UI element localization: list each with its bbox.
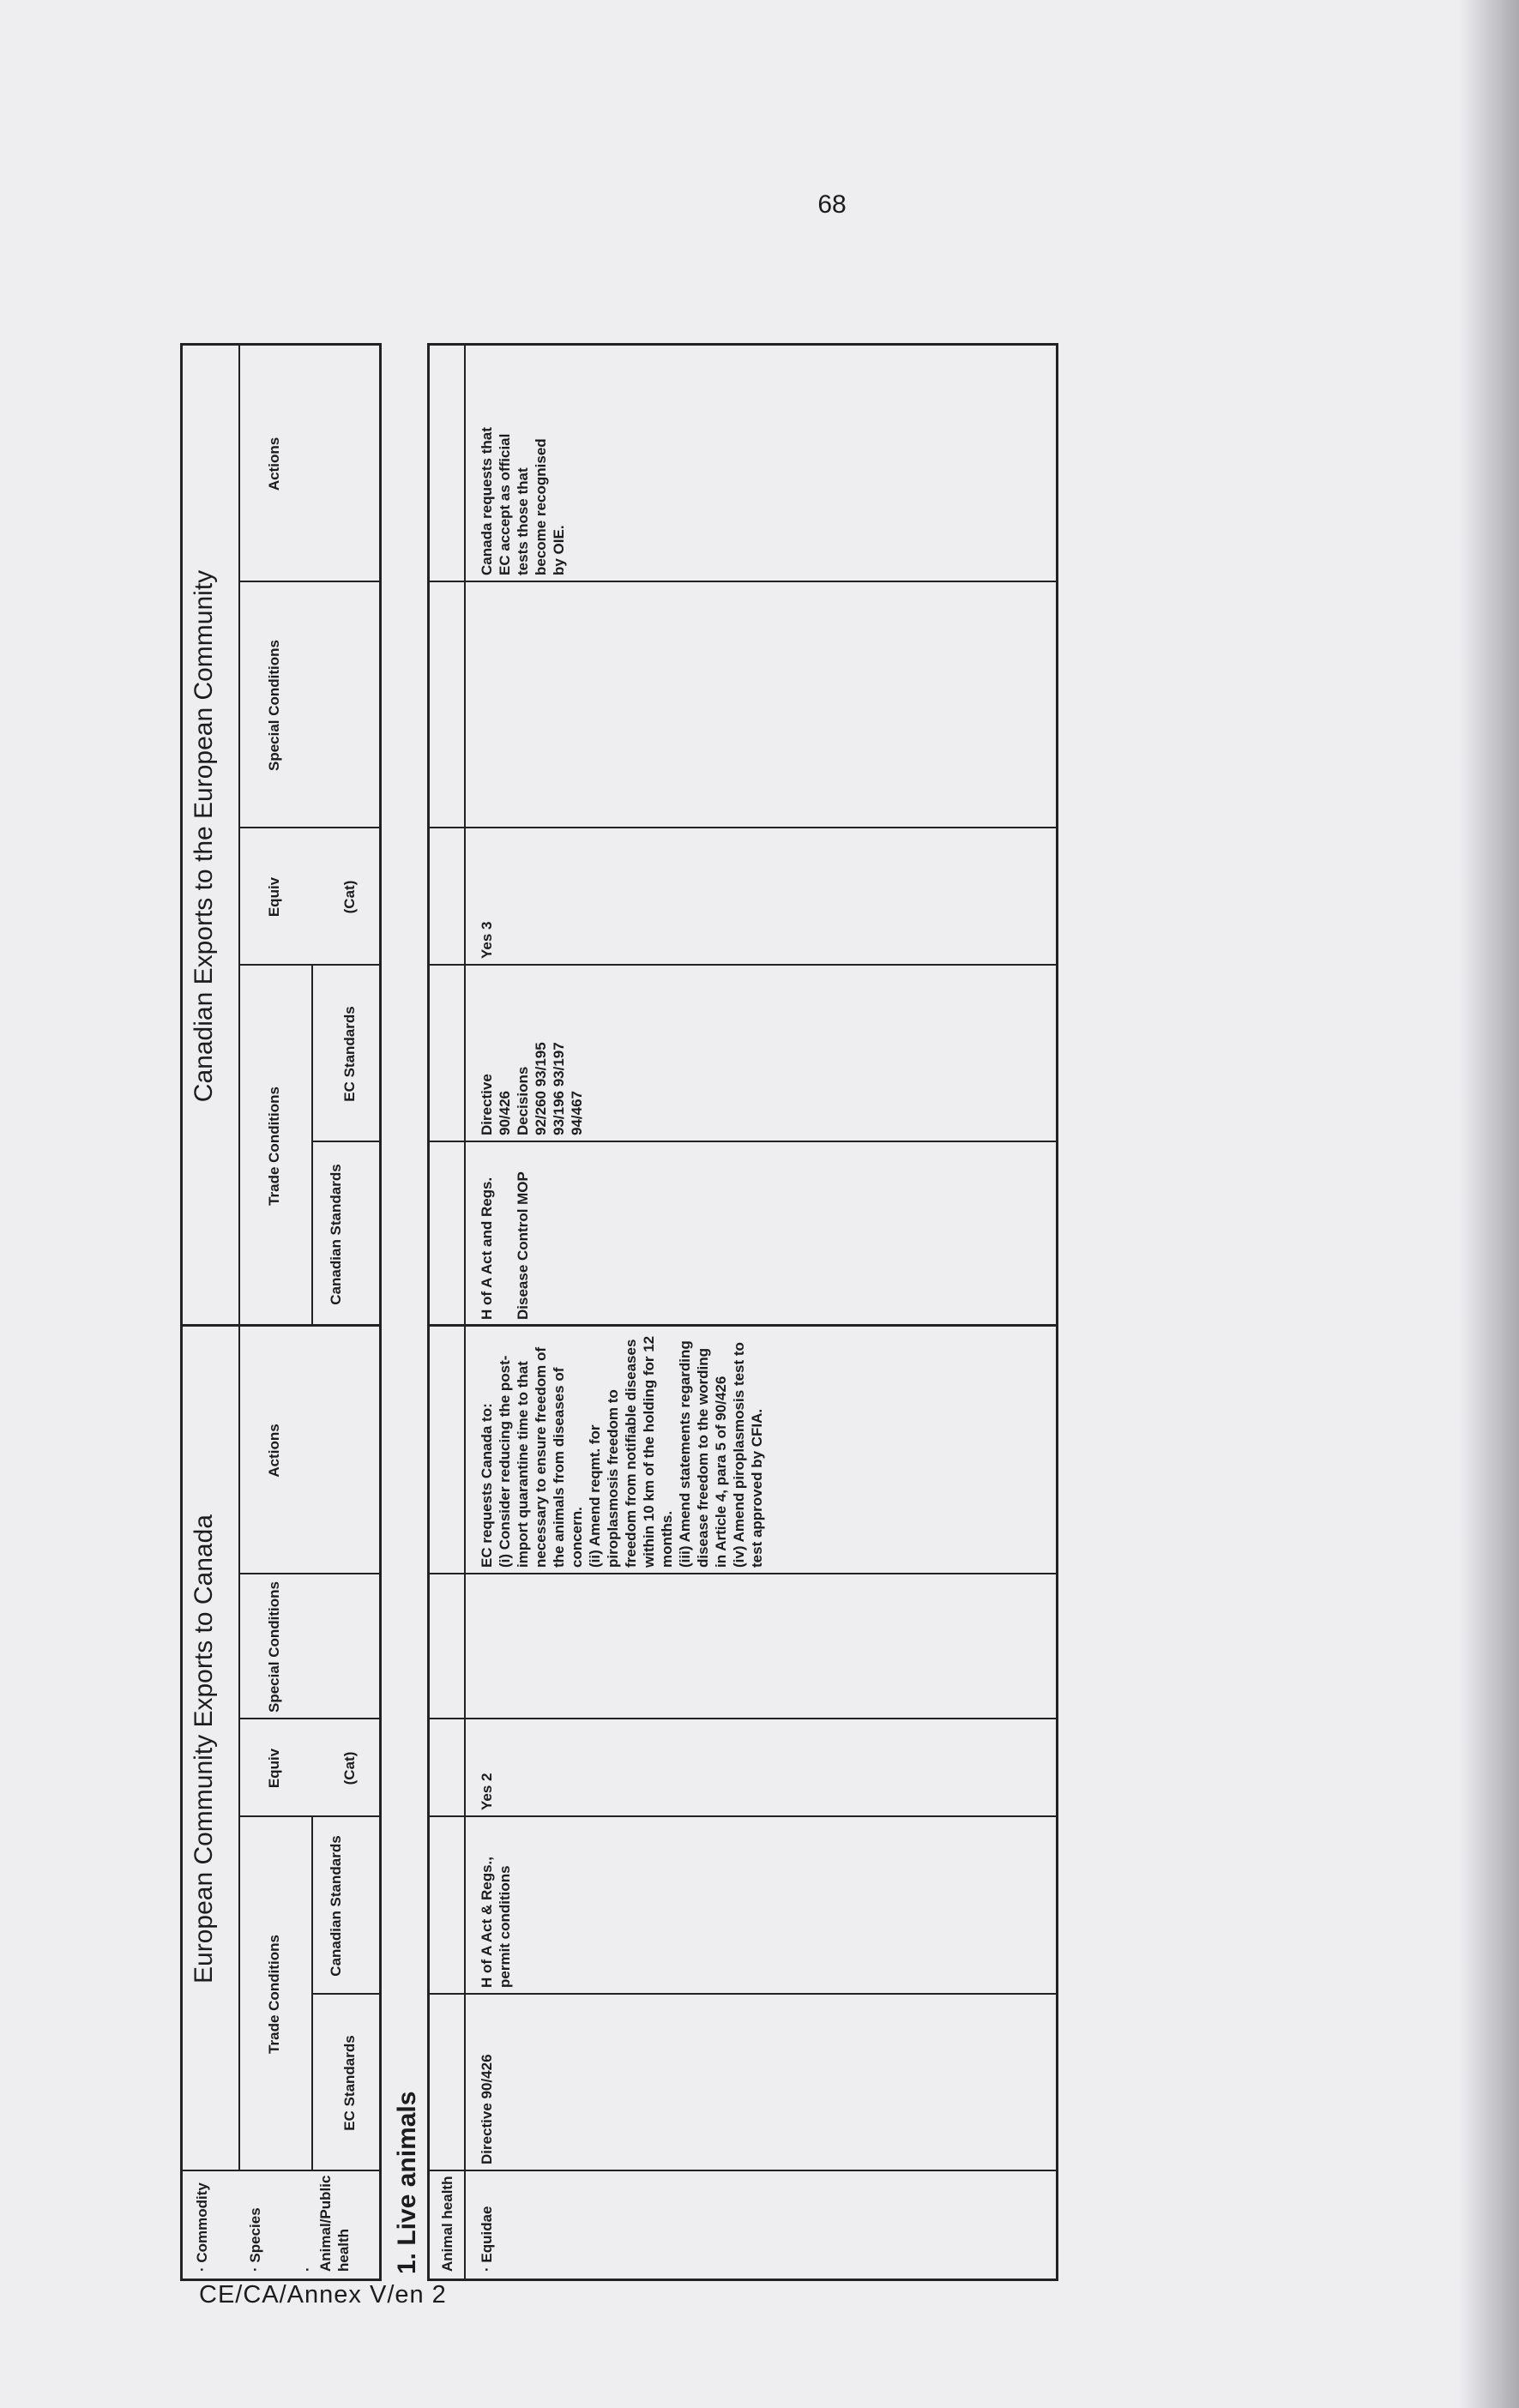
ca-canadian-standards-1: H of A Act and Regs. — [479, 1177, 495, 1320]
ec-col-special-conditions-label: Special Conditions — [266, 1580, 282, 1713]
ec-col-equiv-label: Equiv — [266, 1748, 282, 1789]
label-animal-public-health: · Animal/Public health — [299, 2175, 352, 2272]
ca-canadian-standards-cell — [478, 1148, 532, 1320]
ec-col-ec-standards-label: EC Standards — [341, 2035, 358, 2131]
ec-trade-conditions-label: Trade Conditions — [266, 1935, 282, 2054]
label-commodity: · Commodity — [194, 2182, 210, 2272]
ec-actions-cell — [478, 1334, 766, 1568]
ec-equiv-cell: Yes 2 — [479, 1773, 495, 1810]
ca-trade-conditions-label: Trade Conditions — [266, 1087, 282, 1206]
canada-to-ec-title: Canadian Exports to the European Community — [190, 569, 218, 1103]
ec-action-3: (iii) Amend statements regarding disease freedom to the wording in Article 4, para 5 of 90/426 — [677, 1340, 729, 1568]
ec-action-2: (ii) Amend reqmt. for piroplasmosis freedom to freedom from notifiable diseases within 10 km of the holding for 12 months. — [587, 1335, 675, 1568]
ca-col-ec-standards-label: EC Standards — [341, 1006, 358, 1102]
ca-col-canadian-standards-label: Canadian Standards — [328, 1164, 344, 1305]
document-reference-footer: CE/CA/Annex V/en 2 — [199, 2281, 447, 2309]
ca-actions-cell: Canada requests that EC accept as official tests those that become recognised by OIE. — [479, 427, 567, 575]
rotated-annex-table — [180, 343, 1064, 2281]
ca-equiv-cell: Yes 3 — [479, 921, 495, 959]
ec-action-4: (iv) Amend piroplasmosis test to test approved by CFIA. — [731, 1342, 765, 1568]
ca-col-equiv-label: Equiv — [266, 876, 282, 918]
ca-ec-standards-cell: Directive 90/426 Decisions 92/260 93/195 93/196 93/197 94/467 — [479, 1042, 585, 1135]
body-table — [427, 343, 1058, 2281]
section-title: 1. Live animals — [393, 2091, 421, 2274]
page-edge-shadow — [1459, 0, 1519, 2408]
ca-col-cat-label: (Cat) — [341, 880, 358, 914]
label-species: · Species — [247, 2207, 263, 2272]
page-number: 68 — [817, 190, 847, 219]
animal-health-label: Animal health — [439, 2176, 455, 2272]
species-equidae: · Equidae — [479, 2206, 495, 2272]
ca-col-actions-label: Actions — [266, 436, 282, 491]
ec-to-canada-title: European Community Exports to Canada — [190, 1514, 218, 1984]
ec-action-intro: EC requests Canada to: — [479, 1403, 495, 1568]
ca-canadian-standards-2: Disease Control MOP — [515, 1171, 531, 1320]
ec-col-canadian-standards-label: Canadian Standards — [328, 1835, 344, 1977]
ec-standards-cell: Directive 90/426 — [479, 2054, 495, 2164]
canadian-standards-cell: H of A Act & Regs., permit conditions — [479, 1856, 513, 1988]
ec-col-actions-label: Actions — [266, 1424, 282, 1478]
ca-col-special-conditions-label: Special Conditions — [266, 639, 282, 772]
ec-action-1: (i) Consider reducing the post-import quarantine time to that necessary to ensure freedom of the animals from diseases of concern. — [497, 1347, 585, 1568]
header-table — [180, 343, 382, 2281]
ec-col-cat-label: (Cat) — [341, 1751, 358, 1785]
